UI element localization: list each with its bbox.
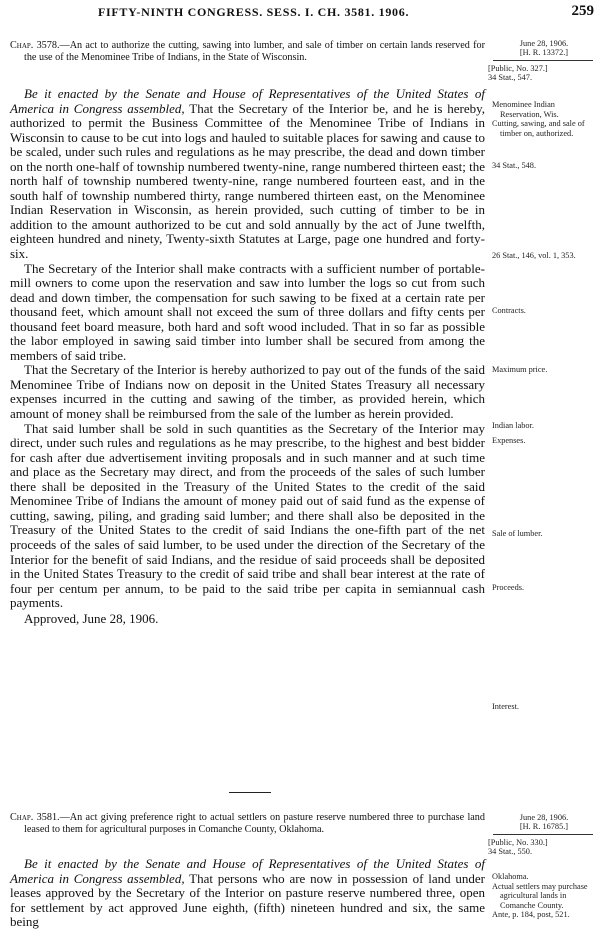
page-header [0, 5, 600, 23]
chapter-3578-title [10, 40, 485, 63]
margin-public-law-3578: [Public, No. 327.] [488, 64, 548, 73]
menominee-subnote: Cutting, sawing, and sale of timber on, authorized. [492, 119, 585, 138]
oklahoma-subnote: Actual settlers may purchase agricultural lands in Comanche County. [492, 881, 588, 910]
chapter-3581-label: Chap. 3581. [10, 812, 60, 823]
margin-bill-3581: [H. R. 16785.] [519, 822, 569, 831]
margin-proceeds: Proceeds. [492, 583, 525, 592]
running-title: FIFTY-NINTH CONGRESS. SESS. I. CH. 3581. 1906. [98, 5, 410, 19]
oklahoma-heading: Oklahoma. [492, 872, 529, 881]
chapter-3578-title-text: —An act to authorize the cutting, sawing into lumber, and sale of timber on certain lands reserved for the use of the Menominee Tribe of Indians, in the State of Wisconsin. [24, 40, 485, 63]
margin-stat-3581: 34 Stat., 550. [488, 847, 533, 856]
margin-stat-26: 26 Stat., 146, vol. 1, 353. [492, 251, 576, 260]
margin-date-3578: June 28, 1906. [519, 39, 569, 48]
margin-contracts: Contracts. [492, 306, 526, 315]
approval-date: Approved, June 28, 1906. [24, 610, 159, 626]
chapter-3581-paragraph-1 [10, 857, 485, 930]
margin-rule [493, 834, 593, 835]
chapter-3578-body [10, 87, 485, 626]
margin-sale-of-lumber: Sale of lumber. [492, 529, 543, 538]
margin-maximum-price: Maximum price. [492, 365, 548, 374]
chapter-3578-heading [10, 40, 485, 63]
page-number: 259 [571, 3, 594, 19]
margin-interest: Interest. [492, 702, 519, 711]
margin-public-law-3581: [Public, No. 330.] [488, 838, 548, 847]
margin-expenses: Expenses. [492, 436, 526, 445]
margin-stat-3578: 34 Stat., 547. [488, 73, 533, 82]
chapter-3578-paragraph-2: The Secretary of the Interior shall make contracts with a sufficient number of portable-mill owners to come upon the reservation and saw into lumber the logs so cut from such dead and down timber, the compensation for such sawing to be fixed at a certain rate per thousand feet, which amount shall not exceed the sum of three dollars and fifty cents per thousand feet board measure, both hard and soft wood included. That in so far as possible the labor employed in sawing said timber into lumber shall be secured from among the members of said tribe. [10, 260, 485, 363]
chapter-3581-body [10, 857, 485, 930]
chapter-3578-paragraph-3: That the Secretary of the Interior is hereby authorized to pay out of the funds of the said Menominee Tribe of Indians now on deposit in the United States Treasury all necessary expenses incurred in the cutting and sawing of the timber, as provided herein, which amount of money shall be reimbursed from the sale of the lumber as herein provided. [10, 362, 485, 422]
margin-stat-548: 34 Stat., 548. [492, 161, 537, 170]
ante-reference: Ante, p. 184, post, 521. [492, 910, 570, 920]
margin-rule [493, 60, 593, 61]
enacting-clause: Be it enacted by the Senate and House of Representatives of the United States of America in Congress assembled, [10, 86, 485, 116]
chapter-3581-title-text: —An act giving preference right to actual settlers on pasture reserve numbered three to purchase land leased to them for agricultural purposes in Comanche County, Oklahoma. [24, 812, 485, 835]
chapter-3578-paragraph-4: That said lumber shall be sold in such quantities as the Secretary of the Interior may direct, under such rules and regulations as he may prescribe, to the highest and best bidder for cash after due advertisement inviting proposals and in such manner and at such time and place as the Secretary may direct, and from the proceeds of the sales of such lumber there shall be deposited in the Treasury of the United States to the credit of the said Menominee Tribe of Indians the amount of money paid out of said fund as the expense of cutting, sawing, piling, and grading said lumber; and there shall also be deposited in the Treasury of the United States to the credit of said Indians the one-fifth part of the net proceeds of the sales of said lumber, to be used under the direction of the Secretary of the Interior for the benefit of said Indians, and the residue of said proceeds shall be deposited in the United States Treasury to the credit of said tribe and shall bear interest at the rate of four per centum per annum, to be paid to the said tribe per capita in semiannual cash payments. [10, 420, 485, 611]
chapter-3581-title [10, 812, 485, 835]
section-divider [229, 792, 271, 793]
margin-note-oklahoma [492, 872, 596, 920]
margin-bill-3578: [H. R. 13372.] [519, 48, 569, 57]
margin-date-3581: June 28, 1906. [519, 813, 569, 822]
enacting-clause: Be it enacted by the Senate and House of Representatives of the United States of America in Congress assembled, [10, 856, 485, 886]
chapter-3578-label: Chap. 3578. [10, 40, 60, 51]
chapter-3578-paragraph-1 [10, 87, 485, 262]
margin-indian-labor: Indian labor. [492, 421, 534, 430]
paragraph-1-text: That persons who are now in possession of land under leases approved by the Secretary of the Interior on pasture reserve numbered three, open for settlement by act approved June eighth, (fifth) nineteen hundred and six, the same being [10, 870, 485, 930]
menominee-heading: Menominee Indian Reservation, Wis. [492, 100, 559, 119]
chapter-3581-heading [10, 812, 485, 835]
margin-note-menominee [492, 100, 596, 138]
paragraph-1-text: That the Secretary of the Interior be, and he is hereby, authorized to permit the Business Committee of the Menominee Tribe of Indians in Wisconsin to cause to be cut into logs and hauled to suitable places for sawing and cause to be scaled, under such rules and regulations as he may prescribe, the dead and down timber on the north one-half of township numbered twenty-nine, range numbered thirteen east; the north half of township numbered twenty-nine, range numbered fourteen east, and in the south half of township numbered thirty, range numbered thirteen east, on the Menominee Indian Reservation in Wisconsin, as herein provided, such cutting of timber to be in addition to the amount authorized to be cut and sold annually by the act of June twelfth, eighteen hundred and ninety, Twenty-sixth Statutes at Large, page one hundred and forty-six. [10, 100, 485, 262]
